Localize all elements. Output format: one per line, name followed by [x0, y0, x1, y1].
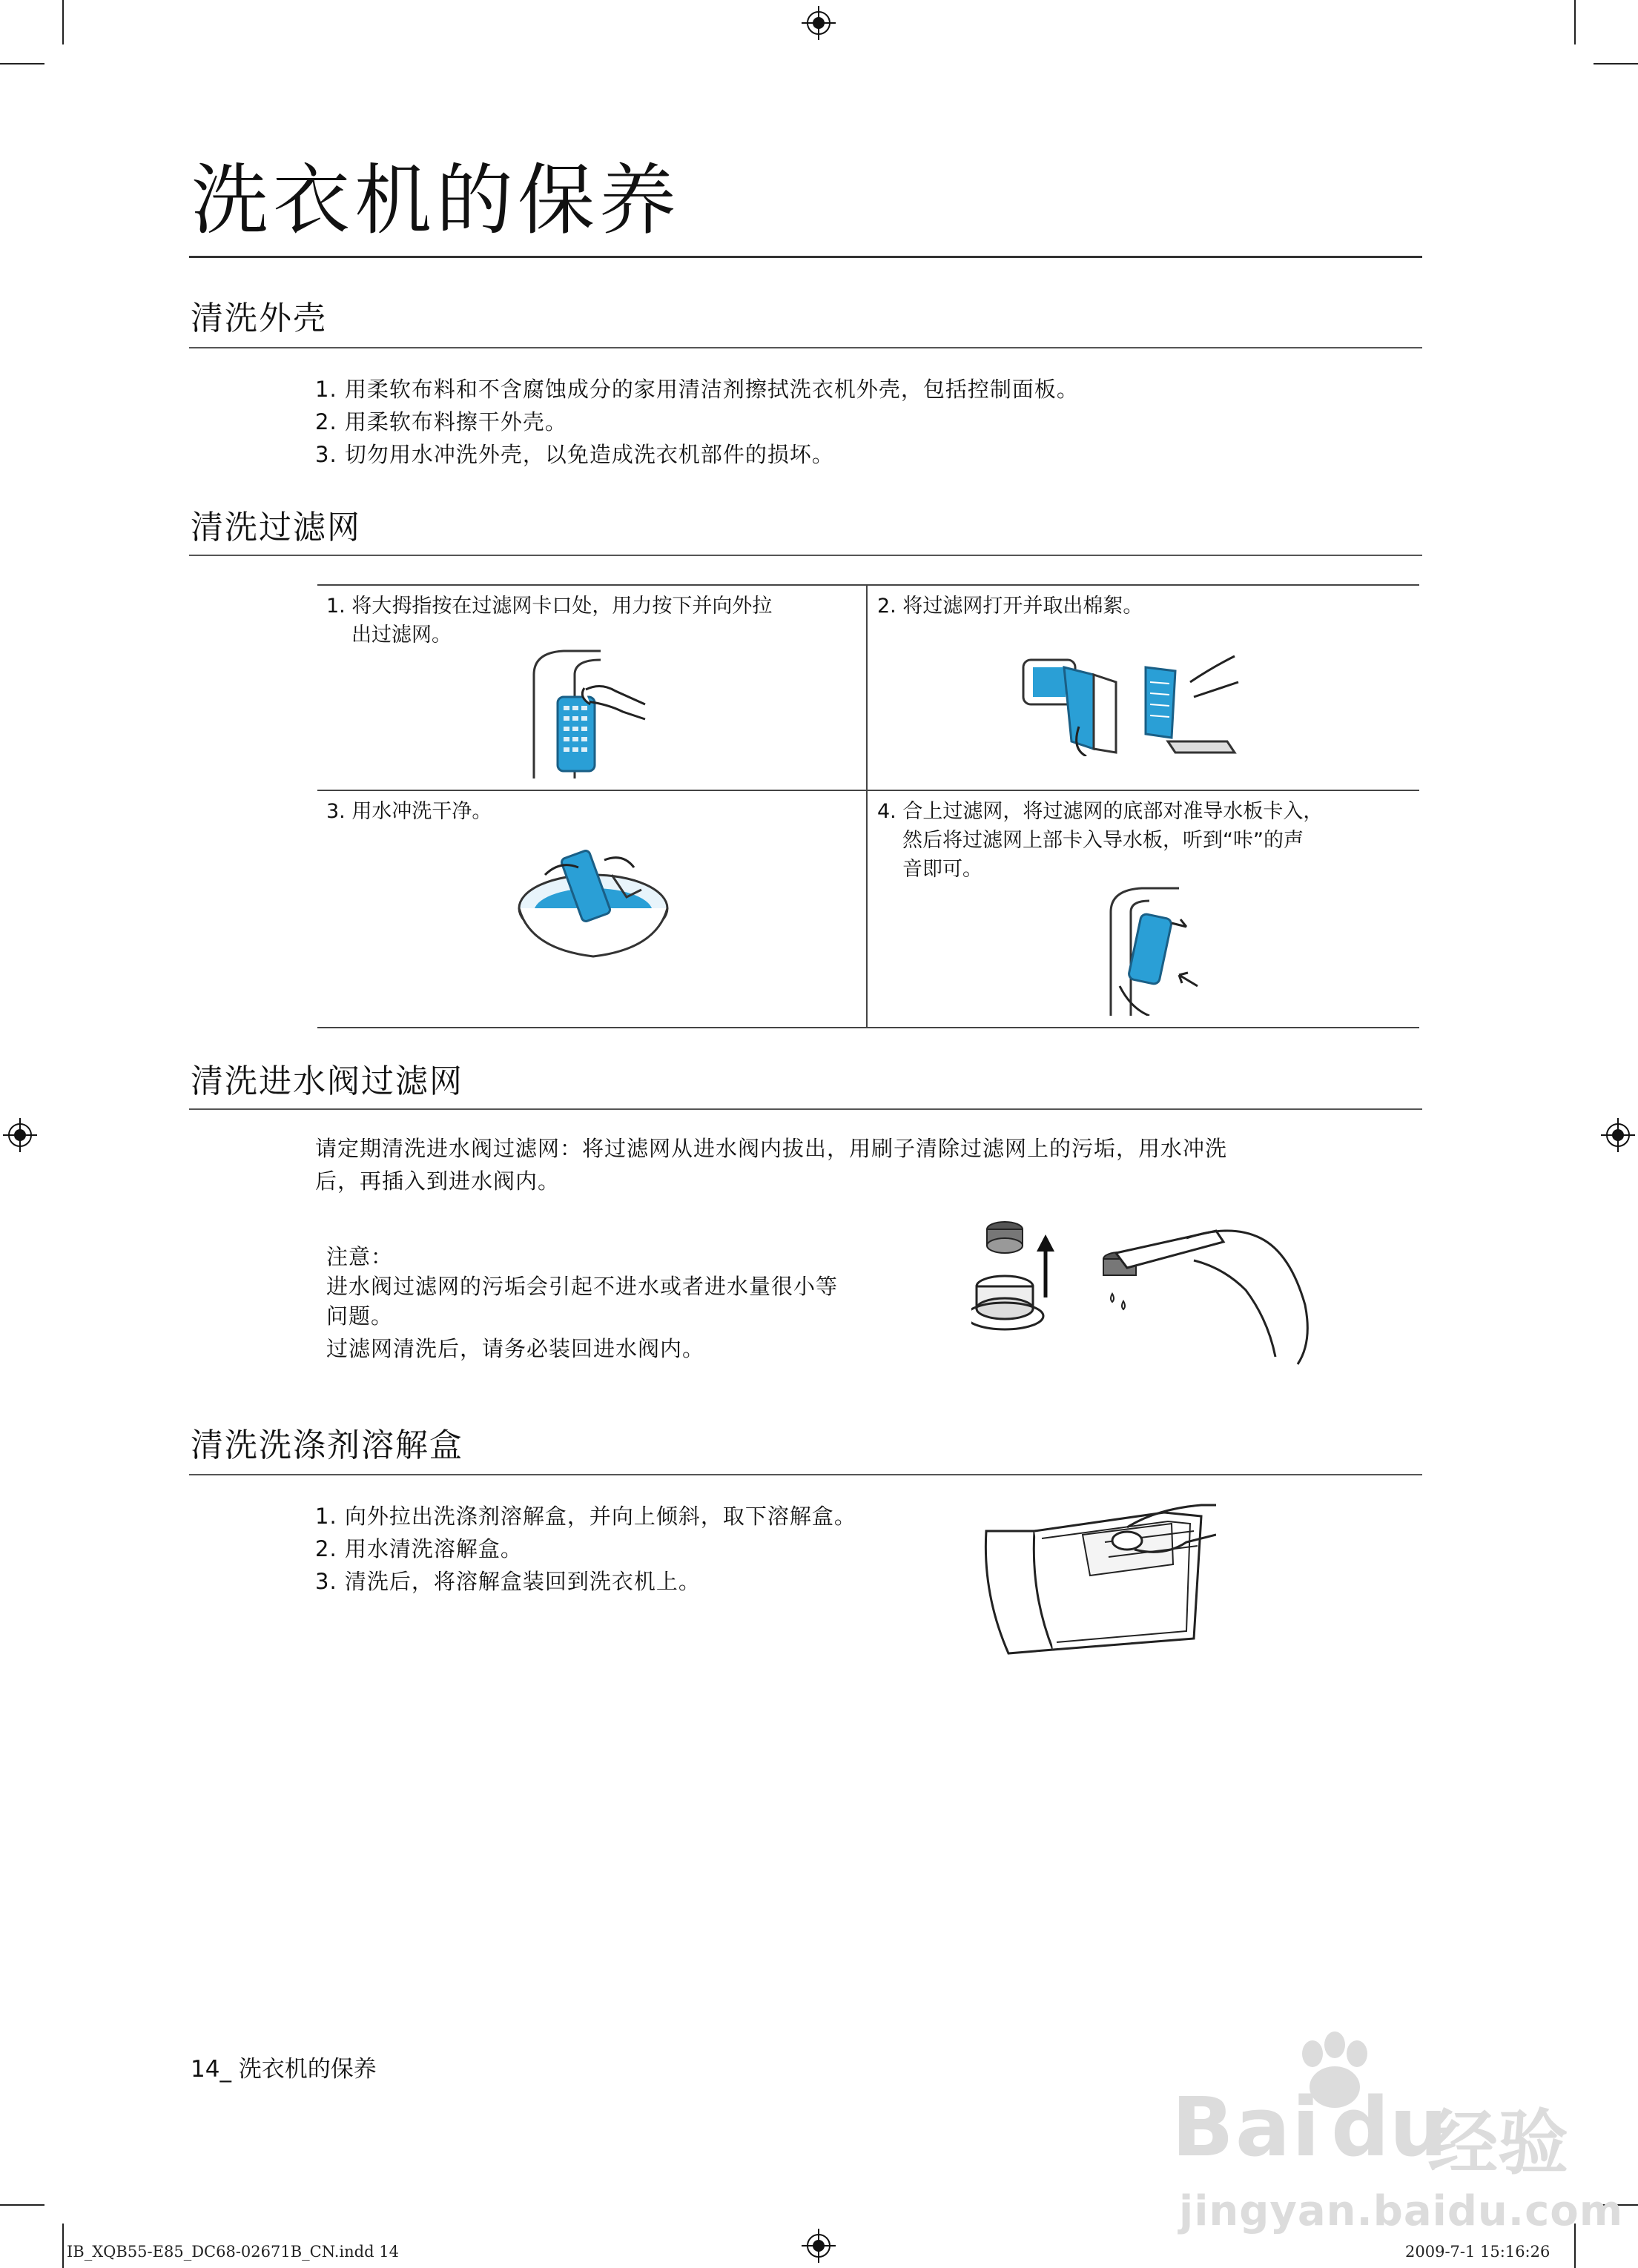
step-text — [877, 592, 1143, 621]
table-border — [317, 1027, 1419, 1028]
note-line: 问题。 — [326, 1303, 394, 1329]
note-line: 进水阀过滤网的污垢会引起不进水或者进水量很小等 — [326, 1274, 839, 1299]
list-item: 1. 用柔软布料和不含腐蚀成分的家用清洁剂擦拭洗衣机外壳，包括控制面板。 — [315, 377, 1079, 402]
registration-mark-icon — [802, 2229, 836, 2263]
inlet-filter-brush-illustration — [971, 1209, 1312, 1372]
step-line: 2. 将过滤网打开并取出棉絮。 — [877, 595, 1143, 618]
section-rule — [189, 1108, 1422, 1110]
section-heading-inlet: 清洗进水阀过滤网 — [191, 1062, 463, 1100]
section-heading-detergent: 清洗洗涤剂溶解盒 — [191, 1426, 463, 1464]
list-item: 2. 用柔软布料擦干外壳。 — [315, 409, 567, 434]
step-line: 4. 合上过滤网，将过滤网的底部对准导水板卡入， — [877, 800, 1324, 823]
watermark-brand-du: du — [1331, 2080, 1448, 2175]
crop-mark — [62, 2224, 64, 2268]
crop-mark — [1594, 63, 1638, 65]
watermark-brand-bai: Bai — [1172, 2080, 1321, 2175]
print-footer-file: IB_XQB55-E85_DC68-02671B_CN.indd 14 — [67, 2243, 399, 2261]
watermark-url: jingyan.baidu.com — [1179, 2187, 1624, 2235]
print-footer-datetime: 2009-7-1 15:16:26 — [1405, 2243, 1551, 2261]
step-line: 音即可。 — [902, 858, 983, 882]
registration-mark-icon — [3, 1118, 37, 1152]
filter-remove-illustration — [519, 645, 653, 778]
page-number-footer: 14_ 洗衣机的保养 — [191, 2056, 377, 2083]
table-border — [866, 584, 868, 1028]
step-text — [326, 592, 772, 649]
table-border — [317, 584, 1419, 586]
filter-rinse-illustration — [515, 845, 671, 964]
section-rule — [189, 347, 1422, 348]
watermark-brand-jingyan: 经验 — [1427, 2103, 1569, 2184]
list-item: 2. 用水清洗溶解盒。 — [315, 1536, 523, 1561]
registration-mark-icon — [802, 6, 836, 40]
section-rule — [189, 555, 1422, 556]
crop-mark — [0, 63, 44, 65]
page-title: 洗衣机的保养 — [191, 155, 681, 245]
step-line: 1. 将大拇指按在过滤网卡口处，用力按下并向外拉 — [326, 595, 773, 618]
registration-mark-icon — [1601, 1118, 1635, 1152]
crop-mark — [1574, 0, 1576, 44]
step-text — [326, 797, 492, 826]
note-line: 过滤网清洗后，请务必装回进水阀内。 — [326, 1336, 705, 1361]
step-line: 3. 用水冲洗干净。 — [326, 800, 492, 823]
step-text — [877, 797, 1323, 884]
watermark — [1172, 2031, 1624, 2246]
inlet-body-line: 后，再插入到进水阀内。 — [315, 1168, 561, 1194]
table-border — [317, 790, 1419, 791]
list-item: 3. 切勿用水冲洗外壳，以免造成洗衣机部件的损坏。 — [315, 442, 834, 467]
crop-mark — [0, 2204, 44, 2206]
section-heading-filter: 清洗过滤网 — [191, 509, 361, 546]
list-item: 1. 向外拉出洗涤剂溶解盒，并向上倾斜，取下溶解盒。 — [315, 1504, 856, 1529]
step-line: 然后将过滤网上部卡入导水板，听到“咔”的声 — [902, 829, 1304, 853]
list-item: 3. 清洗后，将溶解盒装回到洗衣机上。 — [315, 1569, 701, 1594]
section-rule — [189, 1474, 1422, 1475]
filter-open-illustration — [1020, 652, 1242, 756]
detergent-drawer-illustration — [979, 1490, 1216, 1668]
crop-mark — [62, 0, 64, 44]
filter-install-illustration — [1105, 882, 1216, 1016]
section-heading-exterior: 清洗外壳 — [191, 300, 327, 337]
note-title: 注意： — [326, 1244, 394, 1269]
title-rule — [189, 256, 1422, 258]
step-line: 出过滤网。 — [351, 624, 452, 647]
inlet-body-line: 请定期清洗进水阀过滤网：将过滤网从进水阀内拔出，用刷子清除过滤网上的污垢，用水冲洗 — [315, 1136, 1228, 1161]
